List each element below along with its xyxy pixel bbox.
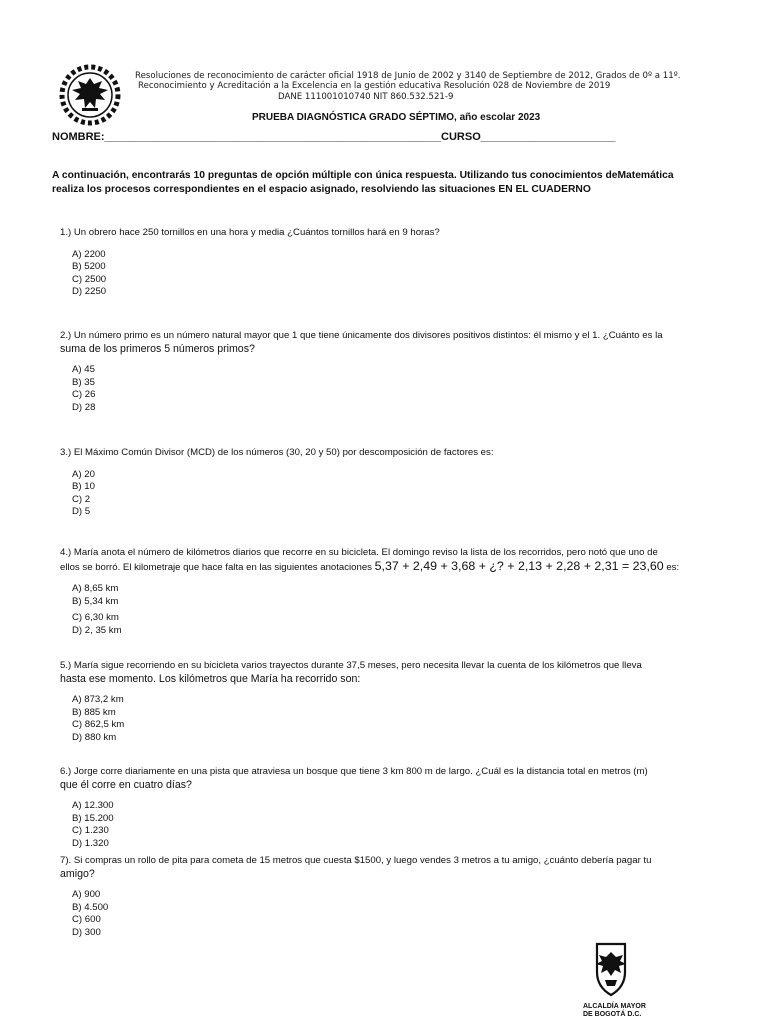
question-text: 2.) Un número primo es un número natural mayor que 1 que tiene únicamente dos divisores positivos distintos: él mismo y el 1. ¿Cuánto es la — [60, 330, 663, 341]
question-text: 3.) El Máximo Común Divisor (MCD) de los números (30, 20 y 50) por descomposición de factores es: — [60, 447, 494, 458]
question-5 — [60, 660, 720, 745]
seal-caption: DE BOGOTÁ D.C. — [583, 1011, 642, 1018]
question-text: suma de los primeros 5 números primos? — [60, 342, 255, 355]
options-list — [60, 364, 720, 414]
options-list — [60, 469, 720, 519]
option-d: D) 300 — [72, 926, 101, 938]
question-text: 7). Si compras un rollo de pita para cometa de 15 metros que cuesta $1500, y luego vendes 3 metros a tu amigo, ¿cuánto debería pagar tu — [60, 855, 652, 866]
option-c: C) 2500 — [72, 273, 107, 285]
seal-caption: ALCALDÍA MAYOR — [583, 1003, 646, 1010]
name-course-line: NOMBRE:_______________________________________________________CURSO______________________ — [52, 131, 616, 143]
option-d: D) 5 — [72, 506, 91, 518]
question-text: 5.) María sigue recorriendo en su bicicleta varios trayectos durante 37,5 meses, pero necesita llevar la cuenta de los kilómetros que lleva — [60, 660, 642, 671]
option-d: D) 880 km — [72, 731, 117, 743]
option-b: B) 10 — [72, 481, 95, 493]
question-text: hasta ese momento. Los kilómetros que María ha recorrido son: — [60, 672, 361, 685]
option-d: D) 2, 35 km — [72, 624, 122, 636]
school-logo-icon — [52, 64, 128, 126]
option-a: A) 2200 — [72, 248, 106, 260]
bogota-coat-of-arms-icon — [583, 942, 639, 998]
instructions-line: realiza los procesos correspondientes en el espacio asignado, resolviendo las situaciones EN EL CUADERNO — [52, 184, 591, 195]
option-b: B) 5200 — [72, 261, 106, 273]
question-2 — [60, 330, 720, 415]
option-c: C) 2 — [72, 493, 91, 505]
dane-nit-line: DANE 111001010740 NIT 860.532.521-9 — [278, 91, 454, 102]
question-text: amigo? — [60, 867, 95, 880]
option-c: C) 862,5 km — [72, 719, 125, 731]
question-text: 6.) Jorge corre diariamente en una pista que atraviesa un bosque que tiene 3 km 800 m de largo. ¿Cuál es la distancia total en metros (m) — [60, 766, 648, 777]
option-a: A) 900 — [72, 889, 101, 901]
question-text: que él corre en cuatro días? — [60, 778, 192, 791]
option-b: B) 5,34 km — [72, 595, 119, 607]
question-7 — [60, 855, 720, 940]
option-c: C) 600 — [72, 914, 101, 926]
question-3 — [60, 447, 720, 519]
question-1 — [60, 227, 720, 299]
question-text: 1.) Un obrero hace 250 tornillos en una hora y media ¿Cuántos tornillos hará en 9 horas? — [60, 227, 440, 238]
option-d: D) 2250 — [72, 286, 107, 298]
accreditation-resolutions — [135, 71, 715, 102]
option-a: A) 20 — [72, 468, 95, 480]
options-list — [60, 694, 720, 744]
question-text: es: — [666, 561, 680, 573]
option-b: B) 15.200 — [72, 812, 114, 824]
options-list — [60, 800, 720, 850]
options-list — [60, 889, 720, 939]
option-c: C) 26 — [72, 389, 96, 401]
instructions — [52, 169, 712, 197]
option-a: A) 8,65 km — [72, 583, 119, 595]
question-text: ellos se borró. El kilometraje que hace falta en las siguientes anotaciones — [60, 561, 372, 573]
km-sum-formula: 5,37 + 2,49 + 3,68 + ¿? + 2,13 + 2,28 + 2,31 = 23,60 — [374, 558, 664, 573]
option-a: A) 873,2 km — [72, 694, 124, 706]
option-d: D) 1.320 — [72, 837, 109, 849]
option-b: B) 885 km — [72, 706, 116, 718]
instructions-line: A continuación, encontrarás 10 preguntas de opción múltiple con única respuesta. Utilizando tus conocimientos deMatemática — [52, 170, 674, 181]
resolution-line: Reconocimiento y Acreditación a la Excelencia en la gestión educativa Resolución 028 de Noviembre de 2019 — [138, 81, 611, 92]
question-text: 4.) María anota el número de kilómetros diarios que recorre en su bicicleta. El domingo reviso la lista de los recorridos, pero notó que uno de — [60, 547, 658, 558]
options-list — [60, 583, 720, 637]
option-d: D) 28 — [72, 401, 96, 413]
option-c: C) 6,30 km — [72, 612, 119, 624]
exam-title: PRUEBA DIAGNÓSTICA GRADO SÉPTIMO, año escolar 2023 — [252, 112, 541, 123]
option-a: A) 45 — [72, 364, 95, 376]
resolution-line: Resoluciones de reconocimiento de carácter oficial 1918 de Junio de 2002 y 3140 de Septiembre de 2012, Grados de 0º a 11º. — [135, 71, 681, 81]
option-b: B) 35 — [72, 376, 95, 388]
bogota-seal — [583, 942, 646, 1024]
option-c: C) 1.230 — [72, 825, 109, 837]
question-4 — [60, 547, 720, 638]
option-a: A) 12.300 — [72, 800, 114, 812]
question-6 — [60, 766, 720, 851]
options-list — [60, 249, 720, 299]
option-b: B) 4.500 — [72, 901, 109, 913]
